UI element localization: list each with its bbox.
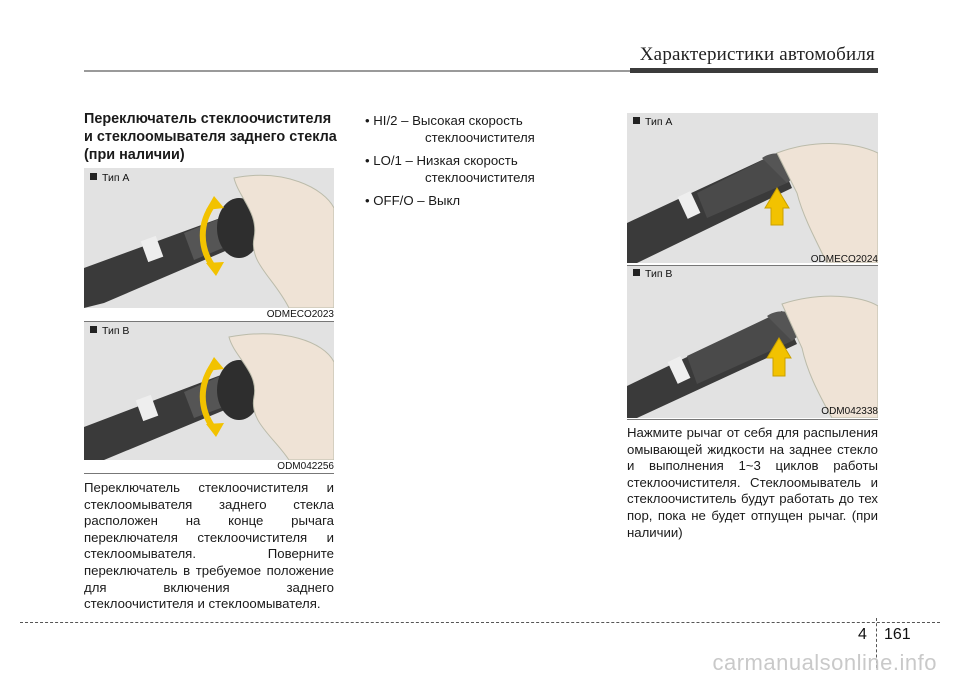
stalk-push-photo-icon	[627, 266, 878, 418]
figure-left-a-code: ODMECO2023	[266, 309, 334, 320]
figure-left-a-label: Тип A	[90, 172, 129, 184]
header-rule-accent	[630, 68, 878, 73]
figure-right-b-rule	[627, 419, 878, 420]
bullet-off	[365, 193, 595, 210]
figure-right-a-label: Тип A	[633, 116, 672, 128]
page-number: 161	[884, 626, 911, 643]
bullet-hi-sub: стеклоочистителя	[425, 129, 535, 145]
figure-right-b-code: ODM042338	[821, 406, 878, 417]
stalk-push-photo-icon	[627, 113, 878, 263]
figure-right-a-code: ODMECO2024	[810, 254, 878, 265]
bullet-hi-main: • HI/2 – Высокая скорость	[365, 113, 523, 128]
figure-right-a	[627, 113, 878, 263]
section-title: Переключатель стеклоочистителя и стеклоомывателя заднего стекла (при наличии)	[84, 111, 337, 163]
bullet-lo-main: • LO/1 – Низкая скорость	[365, 153, 518, 168]
bullet-off-main: • OFF/O – Выкл	[365, 193, 461, 208]
stalk-rotate-photo-icon	[84, 168, 334, 308]
square-bullet-icon	[633, 269, 640, 276]
square-bullet-icon	[90, 173, 97, 180]
bullet-lo-sub: стеклоочистителя	[425, 169, 535, 185]
figure-left-b-code: ODM042256	[277, 461, 334, 472]
running-header-title: Характеристики автомобиля	[639, 44, 875, 65]
figure-left-b-label: Тип B	[90, 325, 129, 337]
stalk-rotate-photo-icon	[84, 322, 334, 460]
left-paragraph: Переключатель стеклоочистителя и стеклоомывателя заднего стекла расположен на конце рычага переключателя стеклоочистителя и стеклоомывателя. Поверните переключатель в требуемое положение для включения заднего стеклоочистителя и стеклоомывателя.	[84, 480, 334, 612]
footer-dashed-rule	[20, 622, 940, 623]
square-bullet-icon	[633, 117, 640, 124]
figure-left-b-rule	[84, 473, 334, 474]
figure-left-b	[84, 322, 334, 460]
square-bullet-icon	[90, 326, 97, 333]
figure-right-b-label: Тип B	[633, 268, 672, 280]
chapter-number: 4	[858, 626, 867, 643]
figure-right-b	[627, 266, 878, 418]
watermark: carmanualsonline.info	[712, 650, 937, 675]
bullet-hi	[365, 113, 595, 146]
right-paragraph: Нажмите рычаг от себя для распыления омывающей жидкости на заднее стекло и выполнения 1~3 циклов работы стеклоочистителя. Стеклоомыватель и стеклоочиститель будут работать до тех пор, пока не будет отпущен рычаг. (при наличии)	[627, 425, 878, 540]
bullet-lo	[365, 153, 595, 186]
figure-left-a	[84, 168, 334, 308]
speed-bullet-list	[365, 113, 595, 217]
